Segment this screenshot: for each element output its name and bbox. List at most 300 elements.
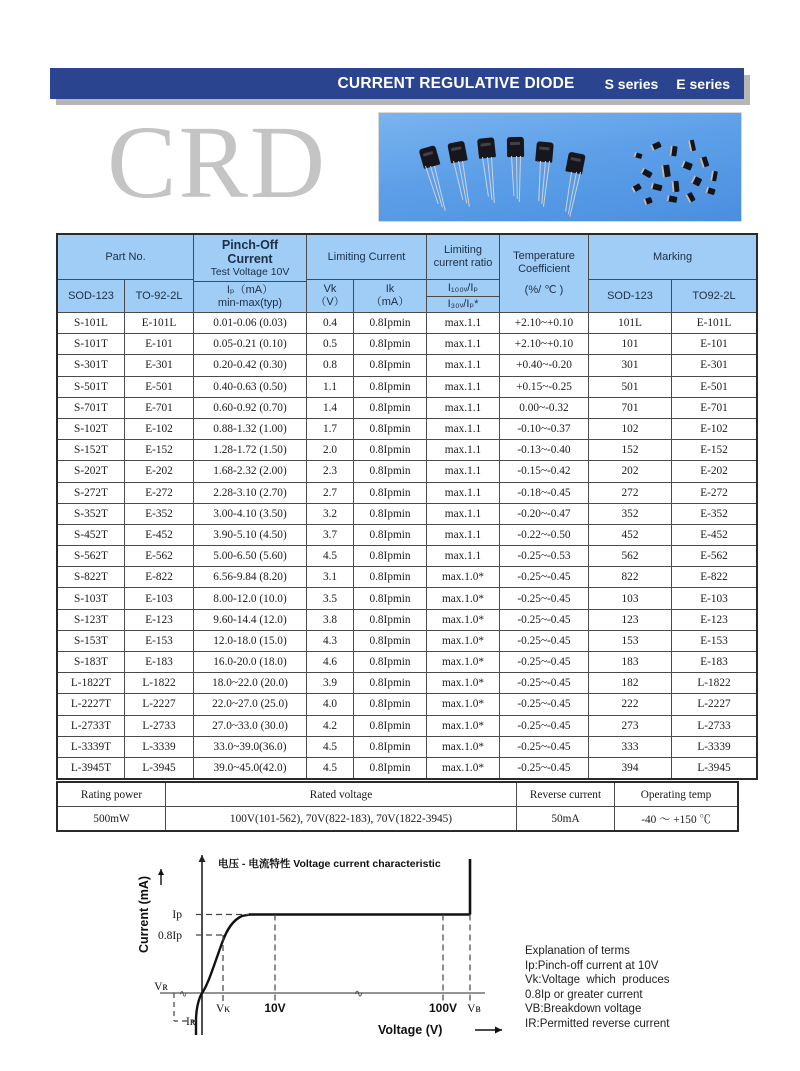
cell-temp-coefficient: 0.00~-0.32: [500, 397, 589, 418]
cell-marking-to92: E-452: [672, 524, 758, 545]
cell-to92: E-562: [125, 546, 194, 567]
cell-sod123: S-352T: [57, 503, 125, 524]
cell-sod123: S-562T: [57, 546, 125, 567]
label-100v: 100V: [428, 1001, 458, 1015]
limiting-ratio-line1: Limiting: [444, 244, 482, 256]
axis-break-mark: ∿: [354, 988, 364, 1000]
cell-to92: L-2227: [125, 694, 194, 715]
sod-cathode-band: [710, 171, 714, 181]
to92-package: [507, 137, 524, 157]
cell-ik: 0.8Ipmin: [354, 588, 427, 609]
table-row: [57, 376, 757, 397]
cell-pinch-off-current: 0.20-0.42 (0.30): [194, 355, 307, 376]
ip-line1: Iₚ（mA）: [226, 283, 274, 296]
package-lead: [511, 156, 515, 196]
table-row: [57, 715, 757, 736]
table-row: [57, 673, 757, 694]
cell-current-ratio: max.1.1: [427, 524, 500, 545]
cell-current-ratio: max.1.0*: [427, 757, 500, 779]
cell-current-ratio: max.1.1: [427, 461, 500, 482]
ratings-header-row: [57, 782, 738, 807]
sod-cathode-band: [700, 158, 705, 168]
cell-pinch-off-current: 6.56-9.84 (8.20): [194, 567, 307, 588]
subcol-ratio: [427, 280, 500, 313]
package-marking: [423, 151, 433, 157]
sod123-package: [710, 171, 718, 182]
sod123-package: [685, 192, 695, 203]
cell-sod123: S-202T: [57, 461, 125, 482]
cell-current-ratio: max.1.0*: [427, 652, 500, 673]
explanation-line-5: IR:Permitted reverse current: [525, 1017, 670, 1030]
cell-sod123: L-3945T: [57, 757, 125, 779]
cell-vk: 3.8: [307, 609, 354, 630]
cell-vk: 4.2: [307, 715, 354, 736]
cell-marking-to92: E-101: [672, 334, 758, 355]
cell-vk: 4.0: [307, 694, 354, 715]
cell-temp-coefficient: -0.25~-0.45: [500, 736, 589, 757]
cell-vk: 4.5: [307, 757, 354, 779]
cell-marking-sod123: 333: [589, 736, 672, 757]
cell-marking-sod123: 183: [589, 652, 672, 673]
cell-pinch-off-current: 12.0-18.0 (15.0): [194, 630, 307, 651]
sod-cathode-band: [650, 145, 654, 151]
cell-ik: 0.8Ipmin: [354, 715, 427, 736]
package-marking: [539, 147, 549, 151]
label-0.8ip: 0.8Ip: [158, 930, 182, 942]
cell-ik: 0.8Ipmin: [354, 757, 427, 779]
cell-marking-to92: E-183: [672, 652, 758, 673]
cell-temp-coefficient: -0.25~-0.53: [500, 546, 589, 567]
ratings-value-voltage: 100V(101-562), 70V(822-183), 70V(1822-3945): [166, 807, 517, 832]
cell-current-ratio: max.1.0*: [427, 588, 500, 609]
package-lead: [519, 156, 522, 202]
cell-marking-sod123: 822: [589, 567, 672, 588]
sod123-package: [666, 195, 677, 203]
cell-pinch-off-current: 22.0~27.0 (25.0): [194, 694, 307, 715]
cell-sod123: L-2227T: [57, 694, 125, 715]
subcol-ik: [354, 280, 427, 313]
explanation-line-2: Vk:Voltage which produces: [525, 974, 670, 987]
cell-marking-to92: E-202: [672, 461, 758, 482]
vk-line2: （V）: [315, 296, 345, 308]
cell-sod123: S-501T: [57, 376, 125, 397]
cell-pinch-off-current: 1.28-1.72 (1.50): [194, 440, 307, 461]
knee-curve: [202, 915, 250, 994]
cell-ik: 0.8Ipmin: [354, 503, 427, 524]
cell-to92: E-822: [125, 567, 194, 588]
cell-current-ratio: max.1.0*: [427, 609, 500, 630]
cell-ik: 0.8Ipmin: [354, 673, 427, 694]
cell-pinch-off-current: 9.60-14.4 (12.0): [194, 609, 307, 630]
explanation-line-1: Ip:Pinch-off current at 10V: [525, 959, 659, 972]
table-row: [57, 567, 757, 588]
cell-pinch-off-current: 2.28-3.10 (2.70): [194, 482, 307, 503]
cell-to92: E-301: [125, 355, 194, 376]
col-group-pinch-off: [194, 234, 307, 313]
label-ip: Ip: [172, 909, 182, 921]
cell-ik: 0.8Ipmin: [354, 694, 427, 715]
subcol-to92-2l: TO-92-2L: [125, 280, 194, 313]
x-label-arrow: [495, 1027, 502, 1034]
cell-vk: 4.6: [307, 652, 354, 673]
cell-pinch-off-current: 0.40-0.63 (0.50): [194, 376, 307, 397]
cell-sod123: S-152T: [57, 440, 125, 461]
sod-cathode-band: [691, 175, 696, 183]
cell-marking-sod123: 273: [589, 715, 672, 736]
to92-package: [447, 141, 468, 164]
s-series-label: S series: [604, 75, 659, 92]
cell-ik: 0.8Ipmin: [354, 376, 427, 397]
cell-sod123: S-183T: [57, 652, 125, 673]
package-lead: [538, 161, 541, 201]
sod-cathode-band: [685, 194, 691, 203]
cell-temp-coefficient: -0.22~-0.50: [500, 524, 589, 545]
sod123-package: [640, 168, 653, 179]
cell-to92: E-101L: [125, 313, 194, 334]
explanation-of-terms: [525, 944, 775, 1032]
cell-temp-coefficient: -0.25~-0.45: [500, 652, 589, 673]
cell-to92: E-501: [125, 376, 194, 397]
cell-current-ratio: max.1.1: [427, 376, 500, 397]
cell-marking-sod123: 352: [589, 503, 672, 524]
cell-current-ratio: max.1.1: [427, 355, 500, 376]
cell-ik: 0.8Ipmin: [354, 630, 427, 651]
cell-pinch-off-current: 3.90-5.10 (4.50): [194, 524, 307, 545]
cell-marking-sod123: 182: [589, 673, 672, 694]
cell-marking-sod123: 272: [589, 482, 672, 503]
cell-marking-sod123: 394: [589, 757, 672, 779]
cell-marking-to92: E-101L: [672, 313, 758, 334]
cell-to92: E-272: [125, 482, 194, 503]
cell-sod123: S-452T: [57, 524, 125, 545]
ratio-top-label: I₁₀₀ᵥ/Iₚ: [427, 281, 499, 297]
ratings-header-reverse: Reverse current: [517, 782, 615, 807]
cell-vk: 0.4: [307, 313, 354, 334]
to92-package: [535, 141, 554, 162]
ik-line1: Ik: [385, 283, 395, 295]
cell-marking-to92: L-3945: [672, 757, 758, 779]
table-row: [57, 503, 757, 524]
cell-current-ratio: max.1.1: [427, 503, 500, 524]
cell-to92: E-352: [125, 503, 194, 524]
sod123-package: [691, 175, 703, 186]
ratings-table: [56, 781, 739, 832]
temp-coef-line3: (%/ ℃ ): [524, 284, 564, 296]
pinch-off-line3: Test Voltage 10V: [210, 265, 290, 278]
table-header: [57, 234, 757, 313]
col-group-marking: Marking: [589, 234, 758, 280]
cell-temp-coefficient: -0.25~-0.45: [500, 609, 589, 630]
cell-to92: E-183: [125, 652, 194, 673]
ratings-value-row: [57, 807, 738, 832]
page-header: [50, 68, 744, 100]
table-row: [57, 440, 757, 461]
reverse-curve: [196, 993, 202, 1035]
sod-cathode-band: [688, 140, 692, 151]
to92-package: [477, 137, 496, 159]
label-vb: Vʙ: [467, 1003, 481, 1015]
graph-svg: [130, 845, 510, 1040]
sod-cathode-band: [666, 195, 669, 201]
table-row: [57, 694, 757, 715]
sod-cathode-band: [650, 183, 653, 189]
cell-pinch-off-current: 18.0~22.0 (20.0): [194, 673, 307, 694]
sod-cathode-band: [643, 199, 647, 205]
pinch-off-line1: Pinch-Off: [221, 237, 279, 252]
cell-marking-sod123: 562: [589, 546, 672, 567]
ratings-header-temp: Operating temp: [615, 782, 739, 807]
sod123-package: [688, 139, 696, 151]
package-marking: [481, 143, 491, 147]
cell-sod123: S-102T: [57, 418, 125, 439]
cell-to92: E-701: [125, 397, 194, 418]
cell-ik: 0.8Ipmin: [354, 609, 427, 630]
cell-pinch-off-current: 5.00-6.50 (5.60): [194, 546, 307, 567]
table-row: [57, 736, 757, 757]
sod123-package: [643, 197, 653, 205]
cell-to92: L-3339: [125, 736, 194, 757]
cell-to92: E-152: [125, 440, 194, 461]
cell-to92: E-101: [125, 334, 194, 355]
cell-to92: E-153: [125, 630, 194, 651]
cell-ik: 0.8Ipmin: [354, 397, 427, 418]
package-marking: [510, 142, 520, 145]
ratings-header-voltage: Rated voltage: [166, 782, 517, 807]
cell-sod123: L-1822T: [57, 673, 125, 694]
cell-pinch-off-current: 33.0~39.0(36.0): [194, 736, 307, 757]
cell-temp-coefficient: -0.25~-0.45: [500, 715, 589, 736]
cell-vk: 0.8: [307, 355, 354, 376]
explanation-line-3: 0.8Ip or greater current: [525, 988, 643, 1001]
label-vr: Vʀ: [154, 981, 168, 993]
subcol-marking-to92: TO92-2L: [672, 280, 758, 313]
cell-marking-sod123: 222: [589, 694, 672, 715]
cell-temp-coefficient: -0.25~-0.45: [500, 630, 589, 651]
pinch-off-line2: Current: [227, 251, 273, 266]
cell-to92: E-123: [125, 609, 194, 630]
sod-cathode-band: [633, 152, 636, 157]
cell-marking-sod123: 123: [589, 609, 672, 630]
cell-vk: 1.7: [307, 418, 354, 439]
cell-marking-to92: E-701: [672, 397, 758, 418]
sod-cathode-band: [681, 160, 685, 167]
table-row: [57, 482, 757, 503]
cell-sod123: S-101L: [57, 313, 125, 334]
cell-marking-to92: E-501: [672, 376, 758, 397]
temp-coef-line1: Temperature: [513, 250, 575, 262]
cell-marking-sod123: 152: [589, 440, 672, 461]
x-axis-label: Voltage (V): [378, 1023, 443, 1037]
col-group-part-no: Part No.: [57, 234, 194, 280]
label-ir: Iʀ: [186, 1016, 196, 1028]
cell-current-ratio: max.1.0*: [427, 715, 500, 736]
subcol-marking-sod123: SOD-123: [589, 280, 672, 313]
table-row: [57, 334, 757, 355]
cell-temp-coefficient: -0.25~-0.45: [500, 757, 589, 779]
ik-line2: （mA）: [370, 296, 410, 308]
sod123-package: [700, 156, 710, 168]
col-group-limiting-ratio: [427, 234, 500, 280]
table-row: [57, 313, 757, 334]
cell-sod123: S-153T: [57, 630, 125, 651]
cell-marking-sod123: 452: [589, 524, 672, 545]
subcol-vk: [307, 280, 354, 313]
cell-temp-coefficient: +0.40~-0.20: [500, 355, 589, 376]
cell-vk: 4.5: [307, 546, 354, 567]
cell-marking-sod123: 202: [589, 461, 672, 482]
cell-temp-coefficient: -0.25~-0.45: [500, 694, 589, 715]
cell-sod123: S-701T: [57, 397, 125, 418]
table-row: [57, 524, 757, 545]
cell-current-ratio: max.1.0*: [427, 736, 500, 757]
cell-current-ratio: max.1.1: [427, 482, 500, 503]
cell-sod123: S-123T: [57, 609, 125, 630]
sod-cathode-band: [661, 165, 665, 177]
cell-temp-coefficient: -0.25~-0.45: [500, 567, 589, 588]
ratings-value-temp: -40 ～ +150 ℃: [615, 807, 739, 832]
cell-to92: L-3945: [125, 757, 194, 779]
cell-marking-to92: E-103: [672, 588, 758, 609]
ratio-bottom-label: I₃₀ᵥ/Iₚ*: [447, 297, 479, 310]
cell-vk: 3.9: [307, 673, 354, 694]
page-title: CURRENT REGULATIVE DIODE: [337, 74, 575, 92]
cell-temp-coefficient: -0.18~-0.45: [500, 482, 589, 503]
cell-temp-coefficient: -0.10~-0.37: [500, 418, 589, 439]
cell-current-ratio: max.1.1: [427, 397, 500, 418]
cell-ik: 0.8Ipmin: [354, 546, 427, 567]
cell-ik: 0.8Ipmin: [354, 482, 427, 503]
cell-marking-sod123: 701: [589, 397, 672, 418]
header-bar: [50, 68, 744, 99]
cell-sod123: S-103T: [57, 588, 125, 609]
sod123-package: [650, 183, 662, 192]
table-row: [57, 588, 757, 609]
sod-cathode-band: [705, 187, 709, 193]
cell-marking-sod123: 301: [589, 355, 672, 376]
cell-temp-coefficient: -0.20~-0.47: [500, 503, 589, 524]
cell-marking-to92: E-352: [672, 503, 758, 524]
cell-pinch-off-current: 39.0~45.0(42.0): [194, 757, 307, 779]
ratings-value-reverse: 50mA: [517, 807, 615, 832]
cell-marking-to92: E-301: [672, 355, 758, 376]
cell-pinch-off-current: 8.00-12.0 (10.0): [194, 588, 307, 609]
cell-marking-sod123: 102: [589, 418, 672, 439]
cell-ik: 0.8Ipmin: [354, 461, 427, 482]
e-series-label: E series: [676, 75, 730, 92]
ratings-value-power: 500mW: [57, 807, 166, 832]
cell-marking-to92: L-3339: [672, 736, 758, 757]
crd-watermark: CRD: [107, 105, 327, 220]
cell-marking-to92: E-272: [672, 482, 758, 503]
cell-to92: E-202: [125, 461, 194, 482]
temp-coef-line2: Coefficient: [518, 263, 570, 275]
cell-ik: 0.8Ipmin: [354, 313, 427, 334]
cell-pinch-off-current: 0.05-0.21 (0.10): [194, 334, 307, 355]
cell-ik: 0.8Ipmin: [354, 334, 427, 355]
cell-ik: 0.8Ipmin: [354, 736, 427, 757]
subcol-sod123: SOD-123: [57, 280, 125, 313]
package-marking: [451, 146, 461, 151]
ip-line2: min-max(typ): [217, 296, 283, 309]
sod-cathode-band: [672, 181, 675, 192]
cell-sod123: L-3339T: [57, 736, 125, 757]
cell-marking-to92: L-2733: [672, 715, 758, 736]
y-axis-label: Current (mA): [137, 875, 151, 953]
cell-pinch-off-current: 0.88-1.32 (1.00): [194, 418, 307, 439]
sod123-package: [650, 141, 662, 151]
cell-vk: 3.2: [307, 503, 354, 524]
cell-to92: E-102: [125, 418, 194, 439]
cell-marking-to92: L-1822: [672, 673, 758, 694]
cell-pinch-off-current: 16.0-20.0 (18.0): [194, 652, 307, 673]
cell-temp-coefficient: -0.15~-0.42: [500, 461, 589, 482]
cell-marking-sod123: 103: [589, 588, 672, 609]
cell-current-ratio: max.1.1: [427, 418, 500, 439]
vi-characteristic-graph: [130, 845, 510, 1040]
explanation-line-4: VB:Breakdown voltage: [525, 1003, 642, 1016]
sod123-package: [681, 160, 693, 170]
cell-current-ratio: max.1.1: [427, 313, 500, 334]
cell-vk: 3.5: [307, 588, 354, 609]
cell-marking-to92: E-102: [672, 418, 758, 439]
sod123-package: [669, 146, 677, 157]
cell-to92: L-1822: [125, 673, 194, 694]
cell-ik: 0.8Ipmin: [354, 524, 427, 545]
cell-current-ratio: max.1.0*: [427, 630, 500, 651]
cell-current-ratio: max.1.0*: [427, 694, 500, 715]
table-row: [57, 546, 757, 567]
sod-cathode-band: [669, 146, 672, 156]
cell-vk: 1.4: [307, 397, 354, 418]
cell-to92: L-2733: [125, 715, 194, 736]
cell-temp-coefficient: -0.13~-0.40: [500, 440, 589, 461]
cell-vk: 2.7: [307, 482, 354, 503]
sod123-package: [633, 152, 642, 159]
cell-to92: E-452: [125, 524, 194, 545]
cell-ik: 0.8Ipmin: [354, 355, 427, 376]
cell-current-ratio: max.1.1: [427, 546, 500, 567]
cell-marking-to92: E-822: [672, 567, 758, 588]
table-row: [57, 418, 757, 439]
cell-sod123: S-301T: [57, 355, 125, 376]
cell-temp-coefficient: -0.25~-0.45: [500, 588, 589, 609]
cell-pinch-off-current: 0.60-0.92 (0.70): [194, 397, 307, 418]
vk-line1: Vk: [323, 283, 337, 295]
graph-title: 电压 - 电流特性 Voltage current characteristic: [218, 858, 441, 870]
cell-vk: 1.1: [307, 376, 354, 397]
cell-sod123: S-822T: [57, 567, 125, 588]
sod123-package: [705, 187, 715, 195]
cell-ik: 0.8Ipmin: [354, 652, 427, 673]
table-row: [57, 630, 757, 651]
limiting-ratio-line2: current ratio: [433, 257, 493, 269]
sod123-package: [672, 181, 680, 193]
table-body: [57, 313, 757, 780]
explanation-title: Explanation of terms: [525, 945, 630, 957]
cell-marking-to92: E-562: [672, 546, 758, 567]
label-10v: 10V: [264, 1001, 286, 1015]
col-group-limiting-current: Limiting Current: [307, 234, 427, 280]
cell-pinch-off-current: 1.68-2.32 (2.00): [194, 461, 307, 482]
y-axis-arrow: [199, 855, 206, 862]
axis-break-mark-left: ∿: [179, 989, 188, 1000]
cell-pinch-off-current: 27.0~33.0 (30.0): [194, 715, 307, 736]
table-row: [57, 757, 757, 779]
table-row: [57, 397, 757, 418]
cell-to92: E-103: [125, 588, 194, 609]
package-marking: [570, 157, 580, 162]
cell-vk: 3.7: [307, 524, 354, 545]
